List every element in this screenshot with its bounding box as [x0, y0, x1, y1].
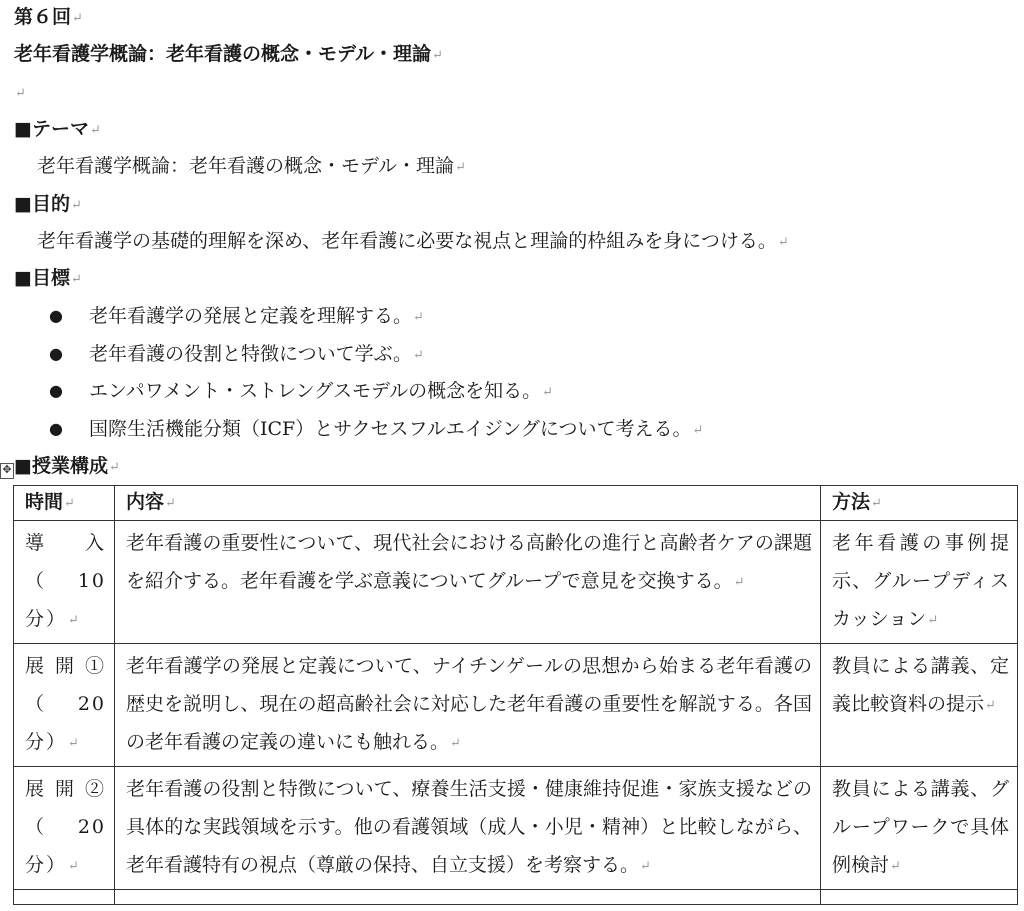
method-cell[interactable]: 教員による講義、定義比較資料の提示↵ [821, 644, 1018, 767]
content-cell[interactable]: 老年看護の役割と特徴について、療養生活支援・健康維持促進・家族支援などの具体的な実践領域を示す。他の看護領域（成人・小児・精神）と比較しながら、老年看護特有の視点（尊厳の保持、自立支援）を考察する。↵ [115, 767, 821, 890]
paragraph-mark-icon: ↵ [542, 385, 554, 400]
cell-mark-icon: ↵ [890, 859, 901, 874]
time-cell[interactable]: 展開①（20分）↵ [14, 644, 115, 767]
paragraph-mark-icon: ↵ [70, 272, 82, 287]
paragraph-mark-icon: ↵ [692, 423, 704, 438]
session-label: 第６回↵ [14, 6, 83, 28]
header-time[interactable]: 時間↵ [14, 486, 115, 521]
header-content[interactable]: 内容↵ [115, 486, 821, 521]
cell-mark-icon: ↵ [68, 859, 81, 874]
table-row [14, 890, 1018, 905]
goals-heading: ■目標↵ [14, 267, 82, 289]
theme-text: 老年看護学概論：老年看護の概念・モデル・理論↵ [37, 155, 466, 177]
method-cell[interactable]: 教員による講義、グループワークで具体例検討↵ [821, 767, 1018, 890]
bullet-icon: ● [49, 344, 63, 363]
content-cell[interactable] [115, 890, 821, 905]
content-cell[interactable]: 老年看護学の発展と定義について、ナイチンゲールの思想から始まる老年看護の歴史を説明し、現在の超高齢社会に対応した老年看護の重要性を解説する。各国の老年看護の定義の違いにも触れる。↵ [115, 644, 821, 767]
cell-mark-icon: ↵ [165, 496, 176, 511]
table-row [14, 521, 1018, 644]
cell-mark-icon: ↵ [927, 613, 939, 628]
cell-mark-icon: ↵ [450, 736, 461, 751]
paragraph-mark-icon: ↵ [70, 198, 82, 213]
table-row [14, 767, 1018, 890]
cell-mark-icon: ↵ [68, 613, 81, 628]
table-row [14, 644, 1018, 767]
paragraph-mark-icon: ↵ [89, 123, 101, 138]
paragraph-mark-icon: ↵ [72, 11, 83, 26]
cell-mark-icon: ↵ [871, 496, 882, 511]
empty-paragraph [14, 79, 26, 107]
cell-mark-icon: ↵ [733, 575, 745, 590]
purpose-heading: ■目的↵ [14, 193, 82, 215]
cell-mark-icon: ↵ [985, 698, 996, 713]
paragraph-mark-icon: ↵ [108, 460, 120, 475]
time-cell[interactable] [14, 890, 115, 905]
table-header-row [14, 486, 1018, 521]
time-cell[interactable]: 導入（10分）↵ [14, 521, 115, 644]
paragraph-mark-icon: ↵ [432, 48, 443, 63]
cell-mark-icon: ↵ [68, 736, 81, 751]
purpose-text: 老年看護学の基礎的理解を深め、老年看護に必要な視点と理論的枠組みを身につける。↵ [37, 230, 789, 252]
page-title: 老年看護学概論：老年看護の概念・モデル・理論↵ [14, 43, 443, 65]
paragraph-mark-icon: ↵ [15, 86, 26, 101]
method-cell[interactable]: 老年看護の事例提示、グループディスカッション↵ [821, 521, 1018, 644]
structure-heading: ■授業構成↵ [14, 455, 120, 477]
paragraph-mark-icon: ↵ [777, 235, 789, 250]
time-cell[interactable]: 展開②（20分）↵ [14, 767, 115, 890]
cell-mark-icon: ↵ [64, 496, 75, 511]
bullet-icon: ● [49, 419, 63, 438]
method-cell[interactable] [821, 890, 1018, 905]
content-cell[interactable]: 老年看護の重要性について、現代社会における高齢化の進行と高齢者ケアの課題を紹介する。老年看護を学ぶ意義についてグループで意見を交換する。↵ [115, 521, 821, 644]
bullet-icon: ● [49, 381, 63, 400]
paragraph-mark-icon: ↵ [413, 348, 424, 363]
table-move-handle-icon[interactable]: ✥ [0, 463, 14, 479]
document-page: 第６回↵ 老年看護学概論：老年看護の概念・モデル・理論↵ ↵ ■テーマ↵ 老年看護学概論：老年看護の概念・モデル・理論↵ ■目的↵ 老年看護学の基礎的理解を深め、老年看護に必要な視点と理論的枠組みを身につける。↵ ■目標↵ ● 老年看護学の発展と定義を理解する。↵ ● 老年看護の役割と特徴について学ぶ。↵ ● エンパワメント・ストレングスモデルの概念を知る。↵ ● 国際生活機能分類（ICF）とサクセスフルエイジングについて考える。↵ ✥ ■授業構成↵ 時間↵ 内容↵ 方法↵ 導入（10分）↵ 老年看護の重要性について、現代社会における高齢化の進行と高齢者ケアの課題を紹介する。老年看護を学ぶ意義についてグループで意見を交換する。↵ 老年看護の事例提示、グループディスカッション↵ 展開①（20分）↵ 老年看護学の発展と定義について、ナイチンゲールの思想から始まる老年看護の歴史を説明し、現在の超高齢社会に対応した老年看護の重要性を解説する。各国の老年看護の定義の違いにも触れる。↵ 教員による講義、定義比較資料の提示↵ 展開②（20分）↵ 老年看護の役割と特徴について、療養生活支援・健康維持促進・家族支援などの具体的な実践領域を示す。他の看護領域（成人・小児・精神）と比較しながら、老年看護特有の視点（尊厳の保持、自立支援）を考察する。↵ 教員による講義、グループワークで具体例検討↵ [0, 0, 1024, 911]
paragraph-mark-icon: ↵ [455, 160, 466, 175]
paragraph-mark-icon: ↵ [413, 310, 424, 325]
cell-mark-icon: ↵ [640, 859, 651, 874]
header-method[interactable]: 方法↵ [821, 486, 1018, 521]
theme-heading: ■テーマ↵ [14, 118, 101, 140]
bullet-icon: ● [49, 306, 63, 325]
lesson-structure-table [13, 485, 1018, 905]
